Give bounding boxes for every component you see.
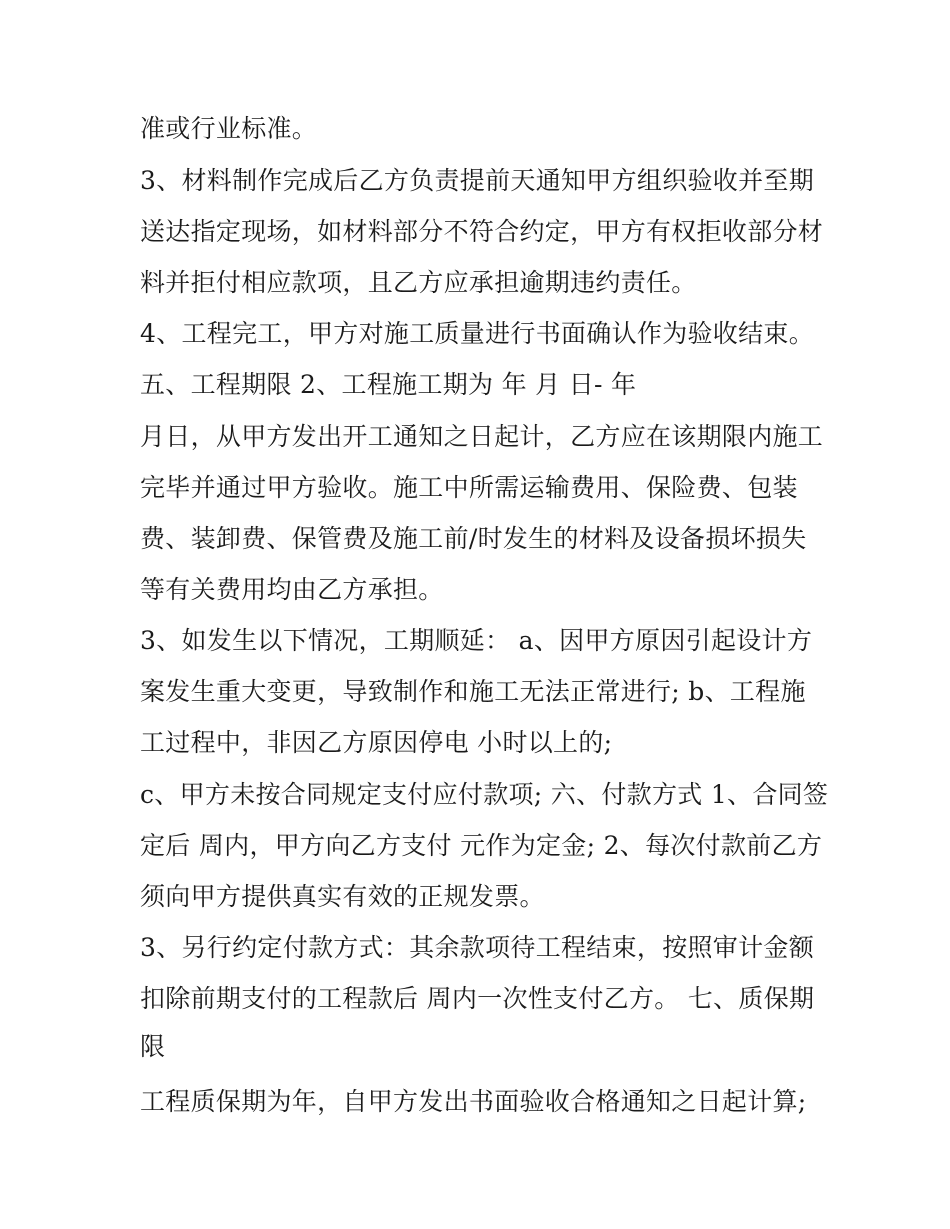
text-line: 送达指定现场，如材料部分不符合约定，甲方有权拒收部分材: [140, 217, 824, 246]
text-line: 案发生重大变更，导致制作和施工无法正常进行; b、工程施: [140, 677, 806, 706]
text-line: 工过程中，非因乙方原因停电 小时以上的;: [140, 728, 613, 757]
text-line: 工程质保期为年，自甲方发出书面验收合格通知之日起计算;: [140, 1087, 807, 1116]
text-line: 准或行业标准。: [140, 114, 318, 143]
text-line: 完毕并通过甲方验收。施工中所需运输费用、保险费、包装: [140, 473, 798, 502]
text-line: c、甲方未按合同规定支付应付款项; 六、付款方式 1、合同签: [140, 780, 829, 809]
text-line: 3、材料制作完成后乙方负责提前天通知甲方组织验收并至期: [140, 166, 815, 195]
text-line: 料并拒付相应款项，且乙方应承担逾期违约责任。: [140, 268, 697, 297]
text-line: 费、装卸费、保管费及施工前/时发生的材料及设备损坏损失: [140, 524, 807, 553]
text-line: 等有关费用均由乙方承担。: [140, 575, 444, 604]
text-line: 限: [140, 1032, 166, 1061]
text-line: 月日，从甲方发出开工通知之日起计，乙方应在该期限内施工: [140, 422, 824, 451]
text-line: 须向甲方提供真实有效的正规发票。: [140, 882, 545, 911]
text-line: 定后 周内，甲方向乙方支付 元作为定金; 2、每次付款前乙方: [140, 831, 823, 860]
text-line: 五、工程期限 2、工程施工期为 年 月 日- 年: [140, 370, 637, 399]
text-line: 4、工程完工，甲方对施工质量进行书面确认作为验收结束。: [140, 319, 815, 348]
text-line: 3、另行约定付款方式：其余款项待工程结束，按照审计金额: [140, 933, 815, 962]
text-line: 3、如发生以下情况，工期顺延： a、因甲方原因引起设计方: [140, 626, 813, 655]
text-line: 扣除前期支付的工程款后 周内一次性支付乙方。 七、质保期: [140, 984, 815, 1013]
